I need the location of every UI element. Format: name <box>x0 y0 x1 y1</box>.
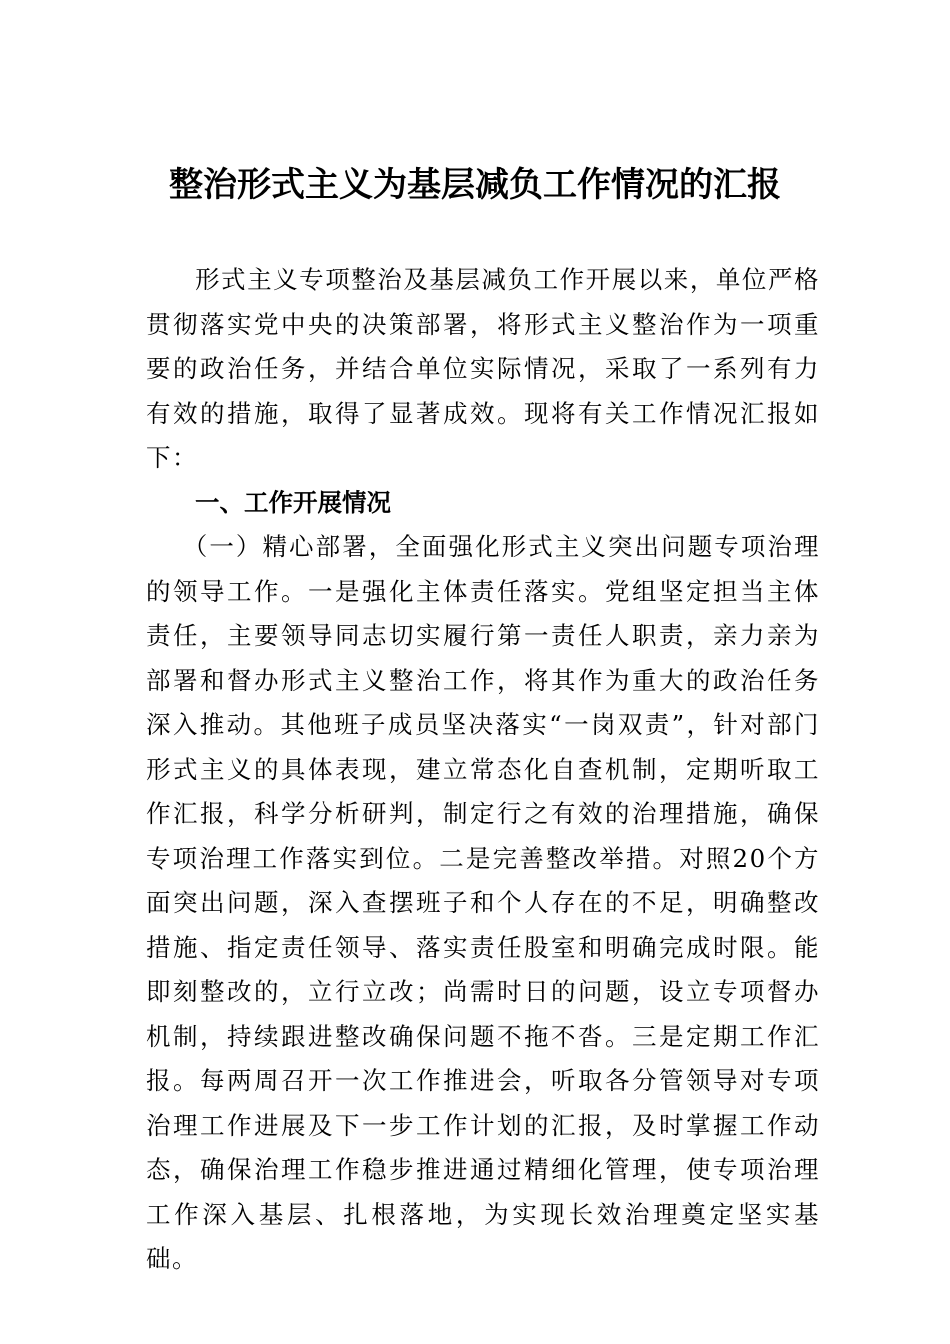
section-paragraph: （一）精心部署，全面强化形式主义突出问题专项治理的领导工作。一是强化主体责任落实。党组坚定担当主体责任，主要领导同志切实履行第一责任人职责，亲力亲为部署和督办形式主义整治工作，将其作为重大的政治任务深入推动。其他班子成员坚决落实“一岗双责”，针对部门形式主义的具体表现，建立常态化自查机制，定期听取工作汇报，科学分析研判，制定行之有效的治理措施，确保专项治理工作落实到位。二是完善整改举措。对照20个方面突出问题，深入查摆班子和个人存在的不足，明确整改措施、指定责任领导、落实责任股室和明确完成时限。能即刻整改的，立行立改；尚需时日的问题，设立专项督办机制，持续跟进整改确保问题不拖不沓。三是定期工作汇报。每两周召开一次工作推进会，听取各分管领导对专项治理工作进展及下一步工作计划的汇报，及时掌握工作动态，确保治理工作稳步推进通过精细化管理，使专项治理工作深入基层、扎根落地，为实现长效治理奠定坚实基础。 <box>146 532 820 1273</box>
section-heading: 一、工作开展情况 <box>195 487 391 517</box>
document-title: 整治形式主义为基层减负工作情况的汇报 <box>169 165 781 205</box>
document-body <box>146 258 820 1282</box>
intro-paragraph: 形式主义专项整治及基层减负工作开展以来，单位严格贯彻落实党中央的决策部署，将形式主义整治作为一项重要的政治任务，并结合单位实际情况，采取了一系列有力有效的措施，取得了显著成效。现将有关工作情况汇报如下： <box>146 265 820 472</box>
